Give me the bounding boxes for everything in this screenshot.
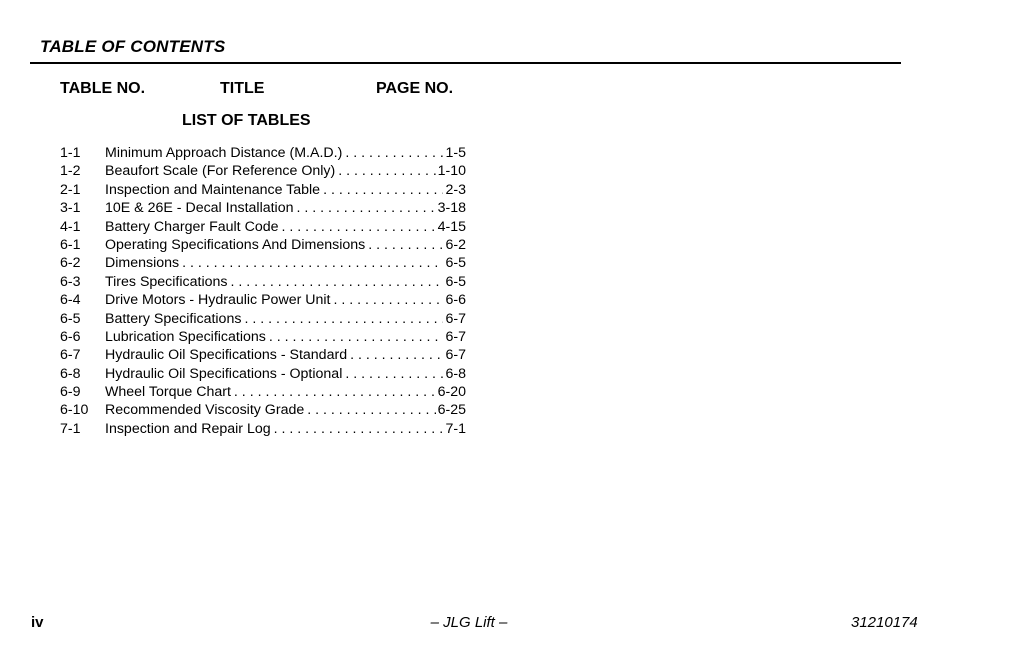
toc-entry-number: 6-1 <box>60 236 81 253</box>
toc-entry-line <box>105 254 466 272</box>
toc-entry-title: Lubrication Specifications <box>105 328 266 345</box>
section-title: LIST OF TABLES <box>182 112 311 129</box>
toc-entry-line <box>105 291 466 309</box>
toc-dot-leader <box>231 383 436 401</box>
toc-entry-page: 1-10 <box>437 163 466 180</box>
toc-dot-leader <box>347 346 443 364</box>
toc-entry-title: Hydraulic Oil Specifications - Standard <box>105 347 348 364</box>
toc-entry-number: 6-10 <box>60 402 89 419</box>
toc-dot-leader <box>330 291 443 309</box>
toc-entry-page: 3-18 <box>437 200 466 217</box>
header-rule <box>30 62 901 64</box>
toc-entry-page: 6-5 <box>445 255 466 272</box>
toc-entry-page: 4-15 <box>437 218 466 235</box>
toc-entry[interactable] <box>60 199 466 217</box>
toc-entry-page: 6-7 <box>445 328 466 345</box>
toc-entry[interactable] <box>60 218 466 236</box>
toc-entry-page: 7-1 <box>445 420 466 437</box>
toc-entry-title: Drive Motors - Hydraulic Power Unit <box>105 292 331 309</box>
toc-entry-number: 6-9 <box>60 384 81 401</box>
toc-entry-number: 3-1 <box>60 200 81 217</box>
toc-dot-leader <box>342 365 443 383</box>
footer-page-number: iv <box>31 614 44 631</box>
toc-entry-number: 6-5 <box>60 310 81 327</box>
toc-entry[interactable] <box>60 144 466 162</box>
toc-entry-line <box>105 162 466 180</box>
toc-entry-title: Inspection and Maintenance Table <box>105 181 321 198</box>
toc-entry-number: 1-2 <box>60 163 81 180</box>
toc-entry[interactable] <box>60 328 466 346</box>
column-heading-table-no: TABLE NO. <box>60 80 146 97</box>
toc-entry-line <box>105 420 466 438</box>
toc-entry-page: 6-7 <box>445 347 466 364</box>
toc-entry-title: Hydraulic Oil Specifications - Optional <box>105 365 343 382</box>
toc-entry-number: 7-1 <box>60 420 81 437</box>
footer-center-text: – JLG Lift – <box>430 614 508 631</box>
toc-entry-line <box>105 273 466 291</box>
toc-entry-number: 4-1 <box>60 218 81 235</box>
toc-entry[interactable] <box>60 383 466 401</box>
toc-dot-leader <box>293 199 435 217</box>
toc-entry[interactable] <box>60 310 466 328</box>
toc-entry[interactable] <box>60 273 466 291</box>
toc-entry-line <box>105 310 466 328</box>
toc-entry-page: 6-8 <box>445 365 466 382</box>
toc-entry[interactable] <box>60 181 466 199</box>
toc-entry-line <box>105 401 466 419</box>
toc-entry-line <box>105 218 466 236</box>
toc-entry[interactable] <box>60 162 466 180</box>
column-heading-title: TITLE <box>220 80 265 97</box>
toc-entry-page: 6-6 <box>445 292 466 309</box>
toc-dot-leader <box>365 236 443 254</box>
footer-doc-number: 31210174 <box>851 614 918 631</box>
toc-dot-leader <box>279 218 436 236</box>
toc-entry-title: Tires Specifications <box>105 273 228 290</box>
toc-dot-leader <box>304 401 435 419</box>
page-header-title: TABLE OF CONTENTS <box>40 37 226 56</box>
toc-entry-title: Dimensions <box>105 255 180 272</box>
toc-entry-page: 2-3 <box>445 181 466 198</box>
toc-entry-number: 1-1 <box>60 145 81 161</box>
toc-entry[interactable] <box>60 236 466 254</box>
toc-entry[interactable] <box>60 365 466 383</box>
toc-entry-number: 6-7 <box>60 347 81 364</box>
toc-entry-title: Battery Charger Fault Code <box>105 218 279 235</box>
toc-dot-leader <box>179 254 443 272</box>
toc-entry-line <box>105 346 466 364</box>
toc-entry-line <box>105 383 466 401</box>
toc-dot-leader <box>335 162 435 180</box>
toc-dot-leader <box>227 273 443 291</box>
toc-entry-title: Wheel Torque Chart <box>105 384 231 401</box>
toc-dot-leader <box>320 181 443 199</box>
toc-entry-line <box>105 181 466 199</box>
toc-entry[interactable] <box>60 291 466 309</box>
toc-entry-title: Inspection and Repair Log <box>105 420 271 437</box>
toc-dot-leader <box>271 420 444 438</box>
toc-list <box>60 144 466 438</box>
toc-dot-leader <box>266 328 444 346</box>
toc-entry-number: 6-8 <box>60 365 81 382</box>
toc-entry-line <box>105 236 466 254</box>
toc-entry-title: Battery Specifications <box>105 310 242 327</box>
toc-dot-leader <box>241 310 443 328</box>
column-heading-page-no: PAGE NO. <box>376 80 454 97</box>
toc-entry-page: 6-25 <box>437 402 466 419</box>
toc-entry-title: Operating Specifications And Dimensions <box>105 236 366 253</box>
toc-entry-title: 10E & 26E - Decal Installation <box>105 200 294 217</box>
toc-entry[interactable] <box>60 346 466 364</box>
toc-entry[interactable] <box>60 254 466 272</box>
toc-entry[interactable] <box>60 420 466 438</box>
toc-entry-number: 6-3 <box>60 273 81 290</box>
toc-entry-title: Beaufort Scale (For Reference Only) <box>105 163 336 180</box>
toc-entry-title: Recommended Viscosity Grade <box>105 402 305 419</box>
toc-dot-leader <box>342 144 443 162</box>
toc-entry-number: 6-4 <box>60 292 81 309</box>
toc-entry-page: 6-2 <box>445 236 466 253</box>
toc-entry-line <box>105 144 466 162</box>
toc-entry-number: 6-2 <box>60 255 81 272</box>
toc-entry-page: 1-5 <box>445 145 466 161</box>
toc-entry-line <box>105 365 466 383</box>
toc-entry-title: Minimum Approach Distance (M.A.D.) <box>105 145 343 161</box>
toc-entry-line <box>105 328 466 346</box>
toc-entry[interactable] <box>60 401 466 419</box>
toc-entry-page: 6-5 <box>445 273 466 290</box>
toc-entry-page: 6-7 <box>445 310 466 327</box>
toc-entry-number: 2-1 <box>60 181 81 198</box>
toc-entry-page: 6-20 <box>437 384 466 401</box>
toc-entry-number: 6-6 <box>60 328 81 345</box>
toc-entry-line <box>105 199 466 217</box>
